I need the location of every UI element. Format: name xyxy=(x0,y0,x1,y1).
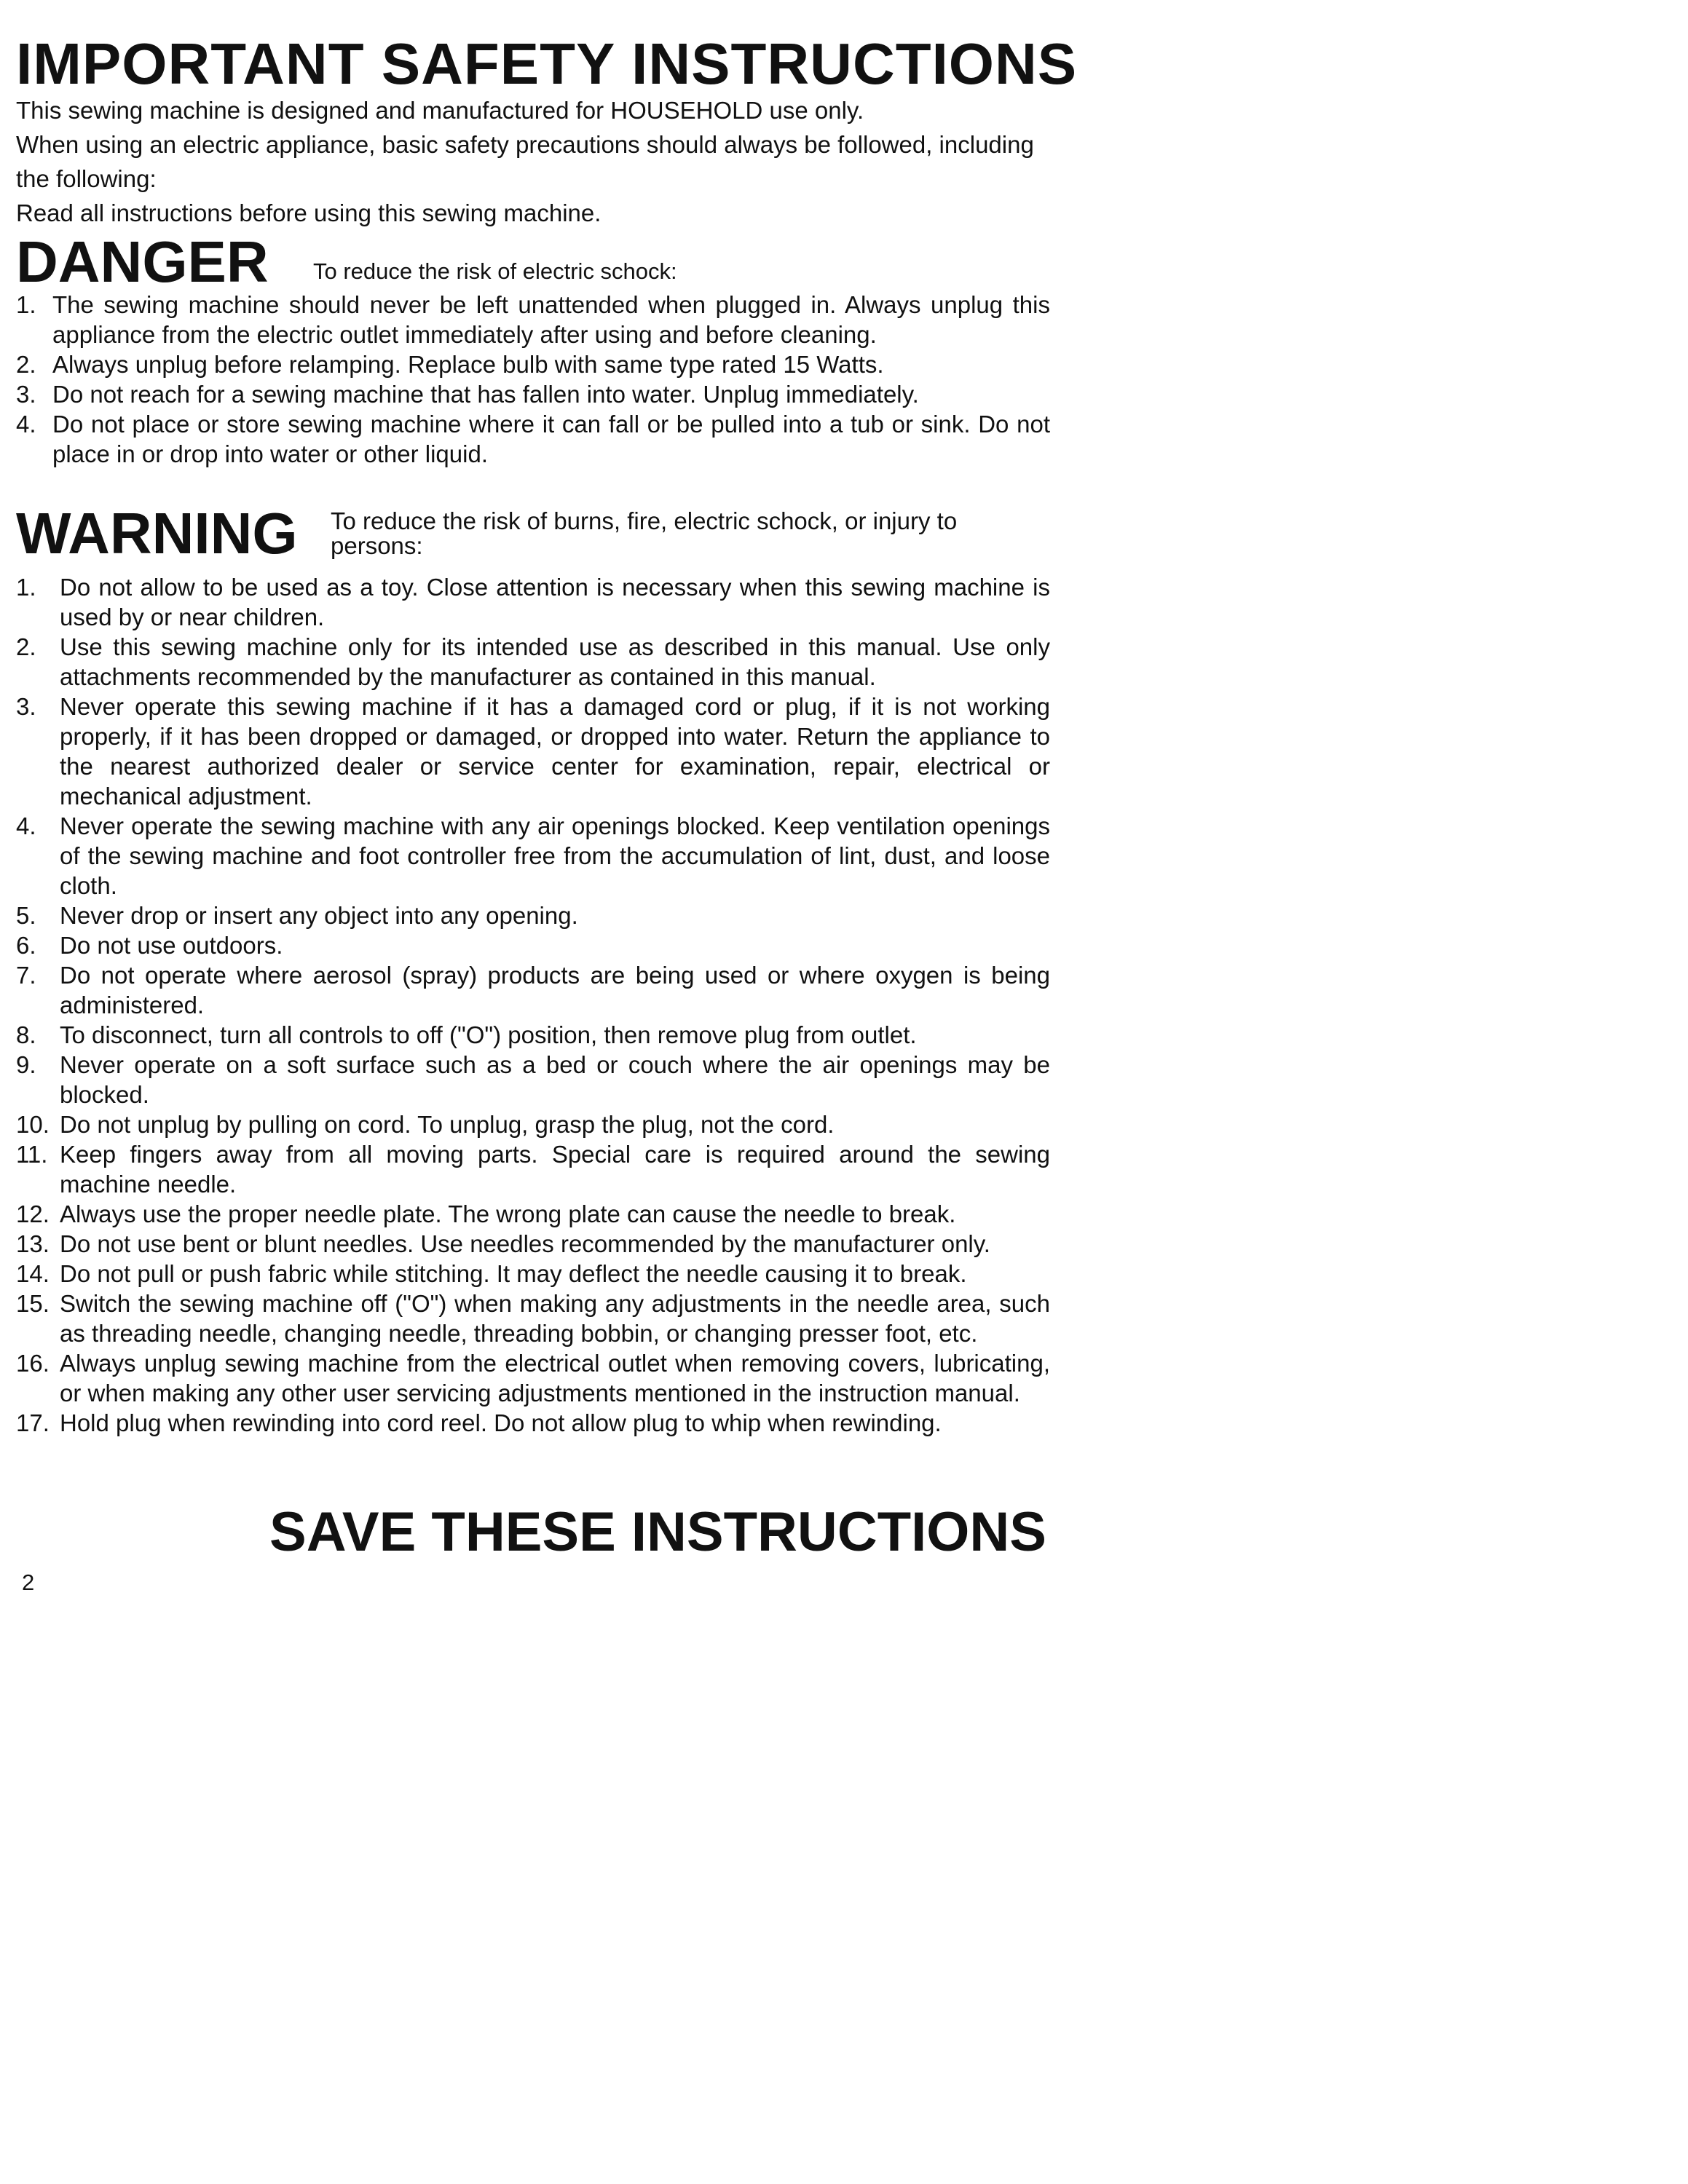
item-number: 4. xyxy=(16,812,36,839)
list-item xyxy=(16,632,1050,692)
list-item xyxy=(16,379,1050,409)
item-text: Hold plug when rewinding into cord reel. Do not allow plug to whip when rewinding. xyxy=(60,1409,942,1436)
item-text: Do not allow to be used as a toy. Close attention is necessary when this sewing machine is used by or near children. xyxy=(60,574,1050,630)
danger-subtitle: To reduce the risk of electric schock: xyxy=(313,258,677,284)
list-item xyxy=(16,1109,1050,1139)
list-item xyxy=(16,1259,1050,1289)
item-number: 3. xyxy=(16,693,36,720)
warning-subtitle: To reduce the risk of burns, fire, electric schock, or injury to persons: xyxy=(331,507,958,559)
danger-heading-row xyxy=(16,229,1050,294)
intro-text xyxy=(16,93,1050,230)
page-title: IMPORTANT SAFETY INSTRUCTIONS xyxy=(16,31,1078,96)
item-text: Do not operate where aerosol (spray) products are being used or where oxygen is being administered. xyxy=(60,962,1050,1018)
list-item xyxy=(16,572,1050,632)
list-item xyxy=(16,1408,1050,1438)
item-text: Never operate this sewing machine if it has a damaged cord or plug, if it is not working properly, if it has been dropped or damaged, or dropped into water. Return the appliance to the nearest authorized dealer or service center for examination, repair, electrical or mechanical adjustment. xyxy=(60,693,1050,810)
item-text: Always use the proper needle plate. The wrong plate can cause the needle to break. xyxy=(60,1200,956,1227)
item-number: 17. xyxy=(16,1409,50,1436)
warning-heading: WARNING xyxy=(16,501,298,566)
list-item xyxy=(16,1348,1050,1408)
list-item xyxy=(16,1139,1050,1199)
danger-heading: DANGER xyxy=(16,229,269,294)
intro-line: Read all instructions before using this sewing machine. xyxy=(16,199,602,226)
list-item xyxy=(16,1289,1050,1348)
item-text: Always unplug before relamping. Replace bulb with same type rated 15 Watts. xyxy=(52,351,884,378)
item-text: Use this sewing machine only for its intended use as described in this manual. Use only attachments recommended by the manufacturer as contained in this manual. xyxy=(60,633,1050,690)
list-item xyxy=(16,811,1050,901)
list-item xyxy=(16,901,1050,930)
item-text: To disconnect, turn all controls to off ("O") position, then remove plug from outlet. xyxy=(60,1021,917,1048)
item-text: Never operate the sewing machine with any air openings blocked. Keep ventilation openings of the sewing machine and foot controller free from the accumulation of lint, dust, and loose cloth. xyxy=(60,812,1050,899)
list-item xyxy=(16,1199,1050,1229)
item-text: Do not place or store sewing machine where it can fall or be pulled into a tub or sink. Do not place in or drop into water or other liquid. xyxy=(52,411,1050,467)
item-number: 14. xyxy=(16,1260,50,1287)
item-number: 4. xyxy=(16,411,36,438)
item-number: 1. xyxy=(16,291,36,318)
intro-line: When using an electric appliance, basic safety precautions should always be followed, including the following: xyxy=(16,131,1034,192)
list-item xyxy=(16,290,1050,349)
item-number: 12. xyxy=(16,1200,50,1227)
item-text: Do not reach for a sewing machine that has fallen into water. Unplug immediately. xyxy=(52,381,919,408)
item-number: 5. xyxy=(16,902,36,929)
item-number: 13. xyxy=(16,1230,50,1257)
warning-list xyxy=(16,572,1050,1438)
item-text: The sewing machine should never be left unattended when plugged in. Always unplug this appliance from the electric outlet immediately after using and before cleaning. xyxy=(52,291,1050,348)
item-number: 10. xyxy=(16,1111,50,1138)
danger-list xyxy=(16,290,1050,469)
item-number: 2. xyxy=(16,633,36,660)
item-text: Always unplug sewing machine from the electrical outlet when removing covers, lubricating, or when making any other user servicing adjustments mentioned in the instruction manual. xyxy=(60,1350,1050,1406)
list-item xyxy=(16,1020,1050,1050)
item-number: 3. xyxy=(16,381,36,408)
item-number: 8. xyxy=(16,1021,36,1048)
list-item xyxy=(16,409,1050,469)
item-number: 11. xyxy=(16,1141,48,1168)
item-text: Switch the sewing machine off ("O") when making any adjustments in the needle area, such as threading needle, changing needle, threading bobbin, or changing presser foot, etc. xyxy=(60,1290,1050,1347)
intro-line: This sewing machine is designed and manufactured for HOUSEHOLD use only. xyxy=(16,97,864,124)
list-item xyxy=(16,692,1050,811)
item-number: 1. xyxy=(16,574,36,601)
item-number: 7. xyxy=(16,962,36,989)
item-number: 15. xyxy=(16,1290,50,1317)
save-instructions-notice: SAVE THESE INSTRUCTIONS xyxy=(269,1501,1046,1563)
item-text: Do not use bent or blunt needles. Use needles recommended by the manufacturer only. xyxy=(60,1230,990,1257)
item-number: 9. xyxy=(16,1051,36,1078)
item-number: 6. xyxy=(16,932,36,959)
item-number: 2. xyxy=(16,351,36,378)
item-text: Never operate on a soft surface such as a bed or couch where the air openings may be blocked. xyxy=(60,1051,1050,1108)
item-text: Do not use outdoors. xyxy=(60,932,283,959)
list-item xyxy=(16,1229,1050,1259)
item-text: Never drop or insert any object into any opening. xyxy=(60,902,578,929)
item-text: Do not unplug by pulling on cord. To unplug, grasp the plug, not the cord. xyxy=(60,1111,835,1138)
item-text: Keep fingers away from all moving parts. Special care is required around the sewing machine needle. xyxy=(60,1141,1050,1198)
list-item xyxy=(16,960,1050,1020)
item-number: 16. xyxy=(16,1350,50,1377)
item-text: Do not pull or push fabric while stitching. It may deflect the needle causing it to break. xyxy=(60,1260,967,1287)
warning-heading-row xyxy=(16,501,1050,570)
list-item xyxy=(16,930,1050,960)
list-item xyxy=(16,349,1050,379)
page-number: 2 xyxy=(22,1570,35,1595)
list-item xyxy=(16,1050,1050,1109)
